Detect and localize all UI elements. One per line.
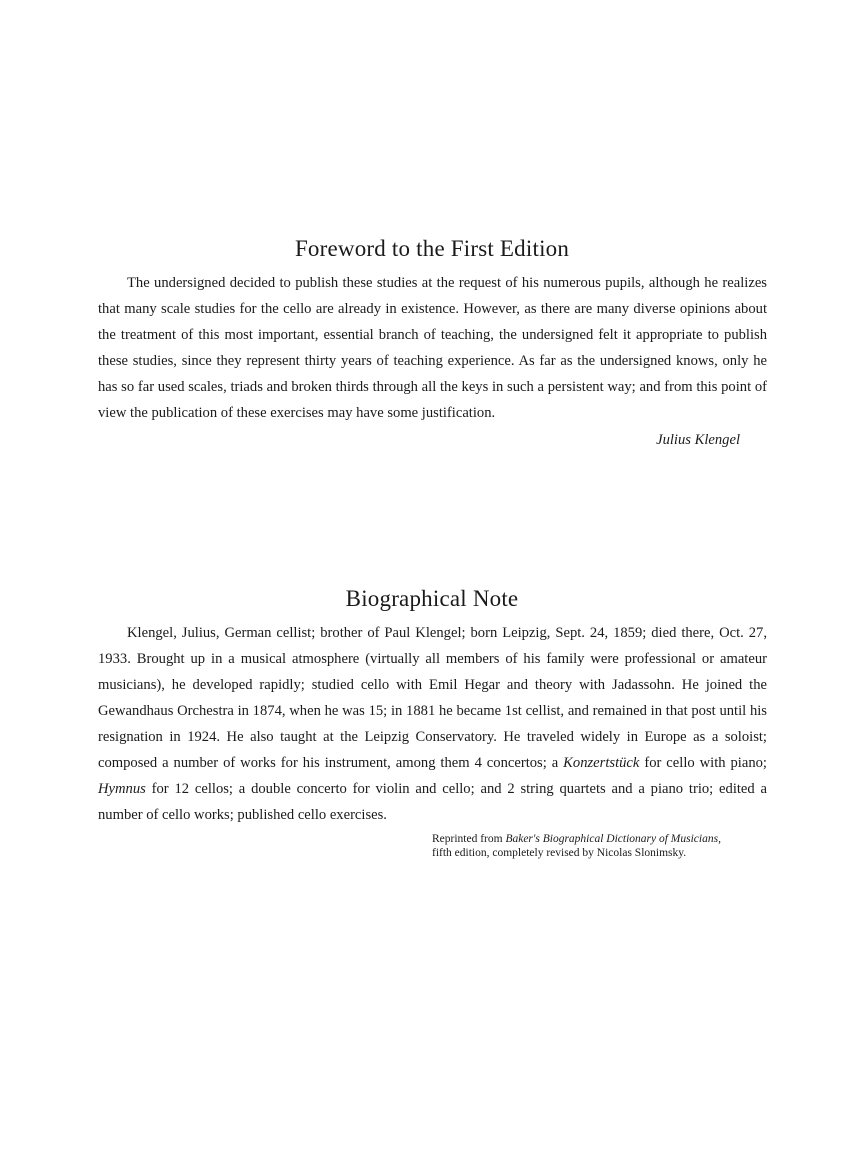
foreword-paragraph: The undersigned decided to publish these studies at the request of his numerous pupils, although he realizes that many scale studies for the cello are already in existence. However, as there are many diverse opinions about the treatment of this most important, essential branch of teaching, the undersigned felt it appropriate to publish these studies, since they represent thirty years of teaching experience. As far as the undersigned knows, only he has so far used scales, triads and broken thirds through all the keys in such a persistent way; and from this point of view the publication of these exercises may have some justification. [98,275,767,421]
bio-paragraph [98,620,767,828]
bio-work-hymnus: Hymnus [98,781,146,797]
credit-source: Baker's Biographical Dictionary of Musicians, [505,833,721,845]
bio-text-2: for cello with piano; [639,755,767,771]
bio-text-1: Klengel, Julius, German cellist; brother of Paul Klengel; born Leipzig, Sept. 24, 1859; died there, Oct. 27, 1933. Brought up in a musical atmosphere (virtually all members of his family were professional or amateur musicians), he developed rapidly; studied cello with Emil Hegar and theory with Jadassohn. He joined the Gewandhaus Orchestra in 1874, when he was 15; in 1881 he became 1st cellist, and remained in that post until his resignation in 1924. He also taught at the Leipzig Conservatory. He traveled widely in Europe as a soloist; composed a number of works for his instrument, among them 4 concertos; a [98,625,767,771]
bio-title: Biographical Note [345,586,519,611]
bio-body [98,620,767,828]
bio-credit [432,832,732,860]
credit-prefix: Reprinted from [432,833,506,845]
foreword-body [98,270,767,426]
foreword-signature: Julius Klengel [656,432,740,448]
bio-work-konzertstuck: Konzertstück [563,755,640,771]
foreword-title: Foreword to the First Edition [294,236,570,261]
bio-text-3: for 12 cellos; a double concerto for violin and cello; and 2 string quartets and a piano trio; edited a number of cello works; published cello exercises. [98,781,767,823]
credit-suffix: fifth edition, completely revised by Nicolas Slonimsky. [432,847,687,859]
